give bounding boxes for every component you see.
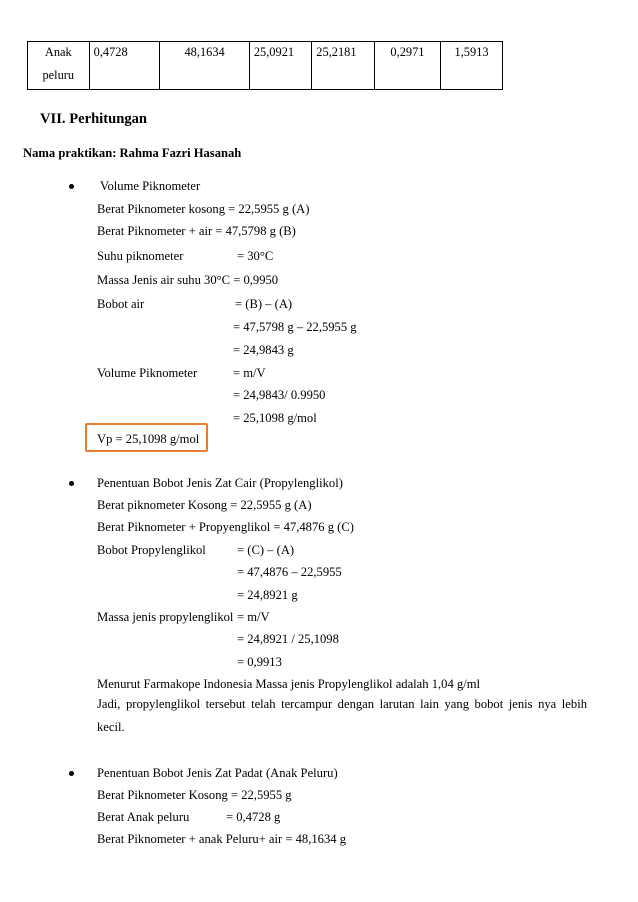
s2-line-value: = 0,9913	[237, 655, 282, 669]
row-label-line2: peluru	[42, 68, 75, 82]
s3-title: Penentuan Bobot Jenis Zat Padat (Anak Peluru)	[97, 766, 338, 780]
s2-conclusion-line: Jadi, propylenglikol tersebut telah tercampur dengan larutan lain yang bobot jenis nya lebih	[97, 697, 587, 711]
s3-line: Berat Piknometer Kosong = 22,5955 g	[97, 788, 292, 802]
row-label-line1: Anak	[44, 45, 72, 59]
s1-line-value: = 24,9843 g	[233, 343, 294, 357]
table-cell: 0,4728	[89, 42, 160, 90]
table-cell: 25,0921	[249, 42, 311, 90]
section-heading: VII. Perhitungan	[40, 111, 148, 127]
s3-line-value: = 0,4728 g	[226, 810, 281, 824]
table-cell: 0,2971	[374, 42, 440, 90]
s2-line: Menurut Farmakope Indonesia Massa jenis Propylenglikol adalah 1,04 g/ml	[97, 677, 480, 691]
s1-line-label: Suhu piknometer	[97, 249, 184, 263]
s1-line-value: = 30°C	[237, 249, 274, 263]
s1-line-value: = 47,5798 g – 22,5955 g	[233, 320, 357, 334]
s1-line-value: = m/V	[233, 366, 266, 380]
s3-line-label: Berat Anak peluru	[97, 810, 190, 824]
s2-title: Penentuan Bobot Jenis Zat Cair (Propylenglikol)	[97, 476, 343, 490]
s2-line: kecil.	[97, 720, 125, 734]
s3-line: Berat Piknometer + anak Peluru+ air = 48,1634 g	[97, 832, 346, 846]
s2-line-value: = 24,8921 / 25,1098	[237, 632, 339, 646]
s2-line-value: = (C) – (A)	[237, 543, 295, 557]
table-cell: 48,1634	[160, 42, 249, 90]
bullet-icon	[69, 771, 74, 776]
s1-line-value: = 25,1098 g/mol	[233, 411, 317, 425]
s1-line-value: = (B) – (A)	[235, 297, 293, 311]
s1-line: Berat Piknometer kosong = 22,5955 g (A)	[97, 202, 310, 216]
s1-line-value: = 24,9843/ 0.9950	[233, 388, 326, 402]
s2-line-value: = 47,4876 – 22,5955	[237, 565, 342, 579]
s1-title: Volume Piknometer	[100, 179, 201, 193]
table-cell: 1,5913	[441, 42, 503, 90]
s2-line-value: = 24,8921 g	[237, 588, 298, 602]
s2-line-value: = m/V	[237, 610, 270, 624]
s1-line-label: Bobot air	[97, 297, 145, 311]
table-row	[28, 42, 503, 90]
practitioner-name: Nama praktikan: Rahma Fazri Hasanah	[23, 146, 242, 160]
s1-result: Vp = 25,1098 g/mol	[97, 432, 200, 446]
s1-line: Massa Jenis air suhu 30°C = 0,9950	[97, 273, 279, 287]
s1-line-label: Volume Piknometer	[97, 366, 198, 380]
bullet-icon	[69, 184, 74, 189]
s2-line-label: Bobot Propylenglikol	[97, 543, 206, 557]
row-label-cell	[28, 42, 90, 90]
s2-line-label: Massa jenis propylenglikol	[97, 610, 234, 624]
results-table	[27, 41, 503, 90]
s2-line: Berat Piknometer + Propyenglikol = 47,4876 g (C)	[97, 520, 354, 534]
bullet-icon	[69, 481, 74, 486]
table-cell: 25,2181	[312, 42, 374, 90]
s1-line: Berat Piknometer + air = 47,5798 g (B)	[97, 224, 296, 238]
s2-line: Berat piknometer Kosong = 22,5955 g (A)	[97, 498, 312, 512]
